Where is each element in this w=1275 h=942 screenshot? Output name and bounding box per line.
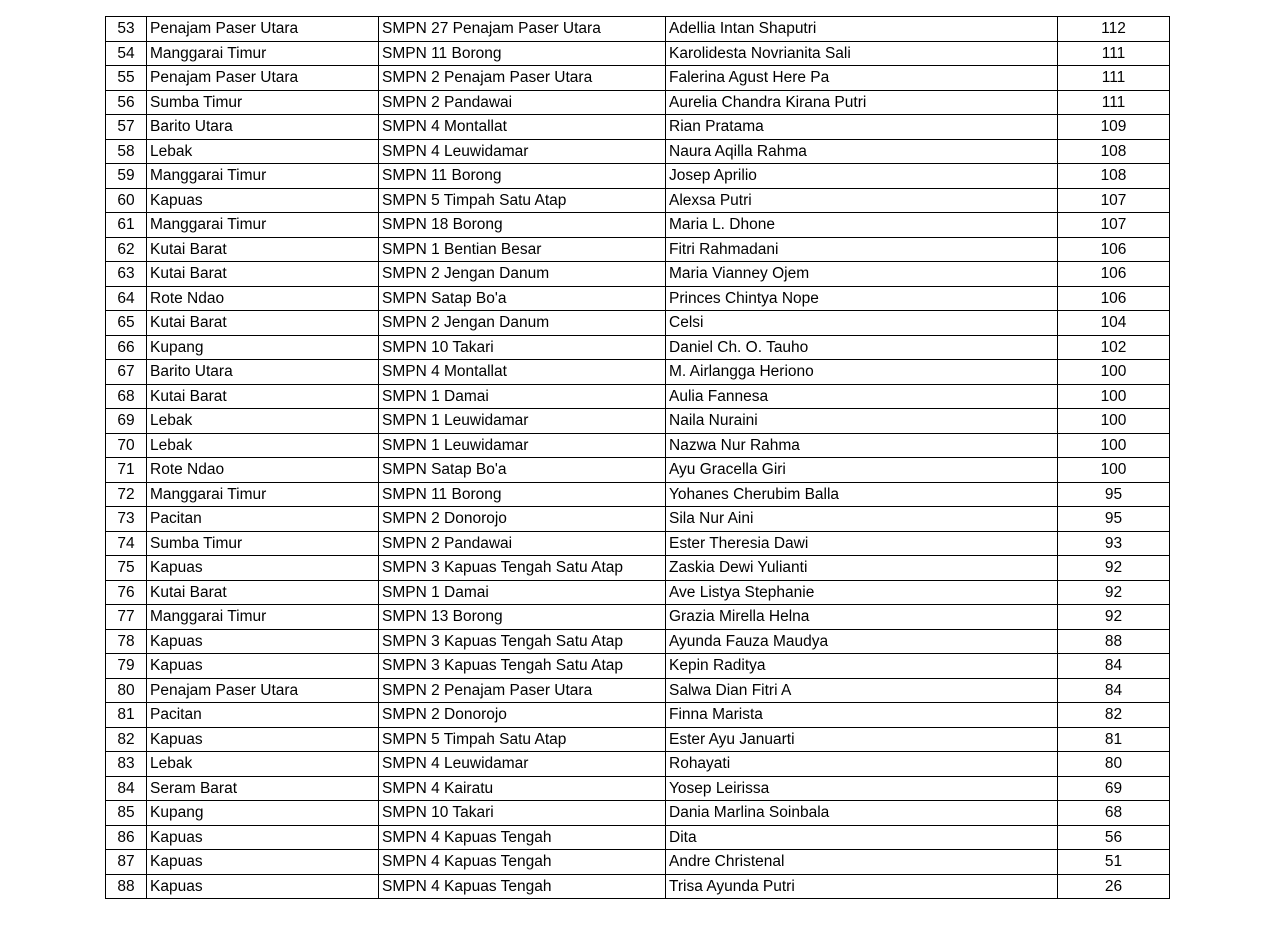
- row-number-cell: 83: [106, 752, 147, 777]
- student-name-cell: Aulia Fannesa: [666, 384, 1058, 409]
- school-cell: SMPN Satap Bo'a: [379, 458, 666, 483]
- school-cell: SMPN 4 Kairatu: [379, 776, 666, 801]
- regency-cell: Manggarai Timur: [147, 605, 379, 630]
- regency-cell: Kutai Barat: [147, 262, 379, 287]
- table-row: [106, 115, 1170, 140]
- table-row: [106, 164, 1170, 189]
- row-number-cell: 87: [106, 850, 147, 875]
- student-name-cell: Ester Theresia Dawi: [666, 531, 1058, 556]
- score-cell: 93: [1058, 531, 1170, 556]
- student-name-cell: Fitri Rahmadani: [666, 237, 1058, 262]
- table-body: [106, 17, 1170, 899]
- score-cell: 51: [1058, 850, 1170, 875]
- regency-cell: Rote Ndao: [147, 458, 379, 483]
- row-number-cell: 67: [106, 360, 147, 385]
- row-number-cell: 75: [106, 556, 147, 581]
- row-number-cell: 64: [106, 286, 147, 311]
- table-row: [106, 825, 1170, 850]
- score-cell: 69: [1058, 776, 1170, 801]
- regency-cell: Lebak: [147, 139, 379, 164]
- row-number-cell: 79: [106, 654, 147, 679]
- student-name-cell: Zaskia Dewi Yulianti: [666, 556, 1058, 581]
- school-cell: SMPN 13 Borong: [379, 605, 666, 630]
- student-name-cell: M. Airlangga Heriono: [666, 360, 1058, 385]
- regency-cell: Barito Utara: [147, 115, 379, 140]
- table-row: [106, 139, 1170, 164]
- school-cell: SMPN 2 Jengan Danum: [379, 262, 666, 287]
- table-row: [106, 654, 1170, 679]
- student-name-cell: Daniel Ch. O. Tauho: [666, 335, 1058, 360]
- score-cell: 104: [1058, 311, 1170, 336]
- row-number-cell: 82: [106, 727, 147, 752]
- student-name-cell: Trisa Ayunda Putri: [666, 874, 1058, 899]
- table-row: [106, 458, 1170, 483]
- table-row: [106, 360, 1170, 385]
- table-row: [106, 237, 1170, 262]
- student-name-cell: Rian Pratama: [666, 115, 1058, 140]
- table-row: [106, 507, 1170, 532]
- score-cell: 111: [1058, 66, 1170, 91]
- school-cell: SMPN 1 Leuwidamar: [379, 409, 666, 434]
- row-number-cell: 55: [106, 66, 147, 91]
- row-number-cell: 54: [106, 41, 147, 66]
- school-cell: SMPN 11 Borong: [379, 41, 666, 66]
- student-name-cell: Rohayati: [666, 752, 1058, 777]
- table-row: [106, 850, 1170, 875]
- student-name-cell: Nazwa Nur Rahma: [666, 433, 1058, 458]
- student-name-cell: Karolidesta Novrianita Sali: [666, 41, 1058, 66]
- school-cell: SMPN 3 Kapuas Tengah Satu Atap: [379, 556, 666, 581]
- score-cell: 92: [1058, 556, 1170, 581]
- regency-cell: Kapuas: [147, 188, 379, 213]
- score-cell: 106: [1058, 286, 1170, 311]
- school-cell: SMPN 2 Donorojo: [379, 507, 666, 532]
- school-cell: SMPN 2 Pandawai: [379, 531, 666, 556]
- row-number-cell: 66: [106, 335, 147, 360]
- score-cell: 111: [1058, 90, 1170, 115]
- table-row: [106, 90, 1170, 115]
- table-row: [106, 188, 1170, 213]
- school-cell: SMPN 10 Takari: [379, 335, 666, 360]
- regency-cell: Kapuas: [147, 556, 379, 581]
- regency-cell: Kutai Barat: [147, 580, 379, 605]
- table-row: [106, 776, 1170, 801]
- student-name-cell: Aurelia Chandra Kirana Putri: [666, 90, 1058, 115]
- school-cell: SMPN 10 Takari: [379, 801, 666, 826]
- regency-cell: Pacitan: [147, 703, 379, 728]
- table-row: [106, 17, 1170, 42]
- regency-cell: Manggarai Timur: [147, 482, 379, 507]
- score-cell: 108: [1058, 164, 1170, 189]
- regency-cell: Kapuas: [147, 825, 379, 850]
- score-cell: 100: [1058, 409, 1170, 434]
- score-cell: 84: [1058, 678, 1170, 703]
- regency-cell: Sumba Timur: [147, 90, 379, 115]
- score-cell: 102: [1058, 335, 1170, 360]
- school-cell: SMPN 2 Pandawai: [379, 90, 666, 115]
- row-number-cell: 60: [106, 188, 147, 213]
- regency-cell: Kutai Barat: [147, 237, 379, 262]
- table-row: [106, 66, 1170, 91]
- table-row: [106, 335, 1170, 360]
- row-number-cell: 85: [106, 801, 147, 826]
- student-name-cell: Adellia Intan Shaputri: [666, 17, 1058, 42]
- table-row: [106, 213, 1170, 238]
- table-row: [106, 629, 1170, 654]
- student-name-cell: Sila Nur Aini: [666, 507, 1058, 532]
- row-number-cell: 74: [106, 531, 147, 556]
- table-row: [106, 727, 1170, 752]
- row-number-cell: 62: [106, 237, 147, 262]
- row-number-cell: 59: [106, 164, 147, 189]
- row-number-cell: 53: [106, 17, 147, 42]
- student-name-cell: Falerina Agust Here Pa: [666, 66, 1058, 91]
- table-row: [106, 752, 1170, 777]
- row-number-cell: 56: [106, 90, 147, 115]
- score-cell: 82: [1058, 703, 1170, 728]
- row-number-cell: 88: [106, 874, 147, 899]
- school-cell: SMPN 27 Penajam Paser Utara: [379, 17, 666, 42]
- row-number-cell: 78: [106, 629, 147, 654]
- regency-cell: Kutai Barat: [147, 311, 379, 336]
- student-name-cell: Grazia Mirella Helna: [666, 605, 1058, 630]
- score-cell: 95: [1058, 482, 1170, 507]
- row-number-cell: 76: [106, 580, 147, 605]
- table-row: [106, 580, 1170, 605]
- school-cell: SMPN 4 Kapuas Tengah: [379, 825, 666, 850]
- student-name-cell: Naura Aqilla Rahma: [666, 139, 1058, 164]
- table-row: [106, 605, 1170, 630]
- student-name-cell: Ayu Gracella Giri: [666, 458, 1058, 483]
- score-cell: 92: [1058, 605, 1170, 630]
- student-name-cell: Celsi: [666, 311, 1058, 336]
- row-number-cell: 77: [106, 605, 147, 630]
- regency-cell: Penajam Paser Utara: [147, 66, 379, 91]
- score-table: [105, 16, 1170, 899]
- score-cell: 108: [1058, 139, 1170, 164]
- student-name-cell: Princes Chintya Nope: [666, 286, 1058, 311]
- score-cell: 100: [1058, 458, 1170, 483]
- regency-cell: Lebak: [147, 752, 379, 777]
- regency-cell: Kapuas: [147, 629, 379, 654]
- school-cell: SMPN 1 Leuwidamar: [379, 433, 666, 458]
- score-cell: 107: [1058, 188, 1170, 213]
- student-name-cell: Kepin Raditya: [666, 654, 1058, 679]
- table-row: [106, 433, 1170, 458]
- row-number-cell: 65: [106, 311, 147, 336]
- table-row: [106, 286, 1170, 311]
- table-row: [106, 262, 1170, 287]
- row-number-cell: 72: [106, 482, 147, 507]
- table-row: [106, 311, 1170, 336]
- student-name-cell: Yohanes Cherubim Balla: [666, 482, 1058, 507]
- score-cell: 106: [1058, 262, 1170, 287]
- regency-cell: Barito Utara: [147, 360, 379, 385]
- regency-cell: Kapuas: [147, 727, 379, 752]
- regency-cell: Penajam Paser Utara: [147, 678, 379, 703]
- table-row: [106, 874, 1170, 899]
- score-cell: 68: [1058, 801, 1170, 826]
- regency-cell: Manggarai Timur: [147, 164, 379, 189]
- student-name-cell: Andre Christenal: [666, 850, 1058, 875]
- table-row: [106, 703, 1170, 728]
- regency-cell: Manggarai Timur: [147, 213, 379, 238]
- row-number-cell: 63: [106, 262, 147, 287]
- school-cell: SMPN 4 Montallat: [379, 360, 666, 385]
- student-name-cell: Dita: [666, 825, 1058, 850]
- table-row: [106, 678, 1170, 703]
- school-cell: SMPN 18 Borong: [379, 213, 666, 238]
- score-cell: 111: [1058, 41, 1170, 66]
- student-name-cell: Finna Marista: [666, 703, 1058, 728]
- row-number-cell: 69: [106, 409, 147, 434]
- student-name-cell: Ayunda Fauza Maudya: [666, 629, 1058, 654]
- regency-cell: Kapuas: [147, 654, 379, 679]
- score-cell: 26: [1058, 874, 1170, 899]
- student-name-cell: Dania Marlina Soinbala: [666, 801, 1058, 826]
- regency-cell: Kapuas: [147, 874, 379, 899]
- regency-cell: Penajam Paser Utara: [147, 17, 379, 42]
- school-cell: SMPN 11 Borong: [379, 482, 666, 507]
- student-name-cell: Ester Ayu Januarti: [666, 727, 1058, 752]
- row-number-cell: 84: [106, 776, 147, 801]
- school-cell: SMPN 3 Kapuas Tengah Satu Atap: [379, 629, 666, 654]
- school-cell: SMPN 4 Leuwidamar: [379, 139, 666, 164]
- score-cell: 107: [1058, 213, 1170, 238]
- row-number-cell: 61: [106, 213, 147, 238]
- score-cell: 88: [1058, 629, 1170, 654]
- regency-cell: Manggarai Timur: [147, 41, 379, 66]
- score-cell: 109: [1058, 115, 1170, 140]
- regency-cell: Lebak: [147, 409, 379, 434]
- student-name-cell: Salwa Dian Fitri A: [666, 678, 1058, 703]
- row-number-cell: 71: [106, 458, 147, 483]
- row-number-cell: 73: [106, 507, 147, 532]
- regency-cell: Kapuas: [147, 850, 379, 875]
- school-cell: SMPN Satap Bo'a: [379, 286, 666, 311]
- table-row: [106, 482, 1170, 507]
- regency-cell: Seram Barat: [147, 776, 379, 801]
- regency-cell: Rote Ndao: [147, 286, 379, 311]
- school-cell: SMPN 4 Kapuas Tengah: [379, 874, 666, 899]
- student-name-cell: Alexsa Putri: [666, 188, 1058, 213]
- school-cell: SMPN 3 Kapuas Tengah Satu Atap: [379, 654, 666, 679]
- row-number-cell: 80: [106, 678, 147, 703]
- row-number-cell: 57: [106, 115, 147, 140]
- table-row: [106, 384, 1170, 409]
- regency-cell: Kupang: [147, 335, 379, 360]
- row-number-cell: 86: [106, 825, 147, 850]
- school-cell: SMPN 4 Leuwidamar: [379, 752, 666, 777]
- school-cell: SMPN 4 Montallat: [379, 115, 666, 140]
- score-cell: 56: [1058, 825, 1170, 850]
- score-cell: 100: [1058, 433, 1170, 458]
- regency-cell: Lebak: [147, 433, 379, 458]
- school-cell: SMPN 11 Borong: [379, 164, 666, 189]
- table-row: [106, 801, 1170, 826]
- score-cell: 84: [1058, 654, 1170, 679]
- score-cell: 106: [1058, 237, 1170, 262]
- table-row: [106, 41, 1170, 66]
- score-cell: 112: [1058, 17, 1170, 42]
- score-cell: 100: [1058, 360, 1170, 385]
- school-cell: SMPN 4 Kapuas Tengah: [379, 850, 666, 875]
- student-name-cell: Naila Nuraini: [666, 409, 1058, 434]
- student-name-cell: Maria Vianney Ojem: [666, 262, 1058, 287]
- student-name-cell: Maria L. Dhone: [666, 213, 1058, 238]
- score-cell: 81: [1058, 727, 1170, 752]
- regency-cell: Pacitan: [147, 507, 379, 532]
- school-cell: SMPN 2 Donorojo: [379, 703, 666, 728]
- score-cell: 95: [1058, 507, 1170, 532]
- school-cell: SMPN 2 Penajam Paser Utara: [379, 66, 666, 91]
- score-cell: 80: [1058, 752, 1170, 777]
- row-number-cell: 70: [106, 433, 147, 458]
- school-cell: SMPN 5 Timpah Satu Atap: [379, 727, 666, 752]
- student-name-cell: Ave Listya Stephanie: [666, 580, 1058, 605]
- table-row: [106, 556, 1170, 581]
- school-cell: SMPN 1 Damai: [379, 384, 666, 409]
- school-cell: SMPN 1 Bentian Besar: [379, 237, 666, 262]
- table-row: [106, 409, 1170, 434]
- table-row: [106, 531, 1170, 556]
- school-cell: SMPN 5 Timpah Satu Atap: [379, 188, 666, 213]
- score-cell: 100: [1058, 384, 1170, 409]
- school-cell: SMPN 1 Damai: [379, 580, 666, 605]
- score-cell: 92: [1058, 580, 1170, 605]
- regency-cell: Kupang: [147, 801, 379, 826]
- row-number-cell: 81: [106, 703, 147, 728]
- regency-cell: Sumba Timur: [147, 531, 379, 556]
- regency-cell: Kutai Barat: [147, 384, 379, 409]
- student-name-cell: Josep Aprilio: [666, 164, 1058, 189]
- school-cell: SMPN 2 Jengan Danum: [379, 311, 666, 336]
- row-number-cell: 68: [106, 384, 147, 409]
- school-cell: SMPN 2 Penajam Paser Utara: [379, 678, 666, 703]
- row-number-cell: 58: [106, 139, 147, 164]
- student-name-cell: Yosep Leirissa: [666, 776, 1058, 801]
